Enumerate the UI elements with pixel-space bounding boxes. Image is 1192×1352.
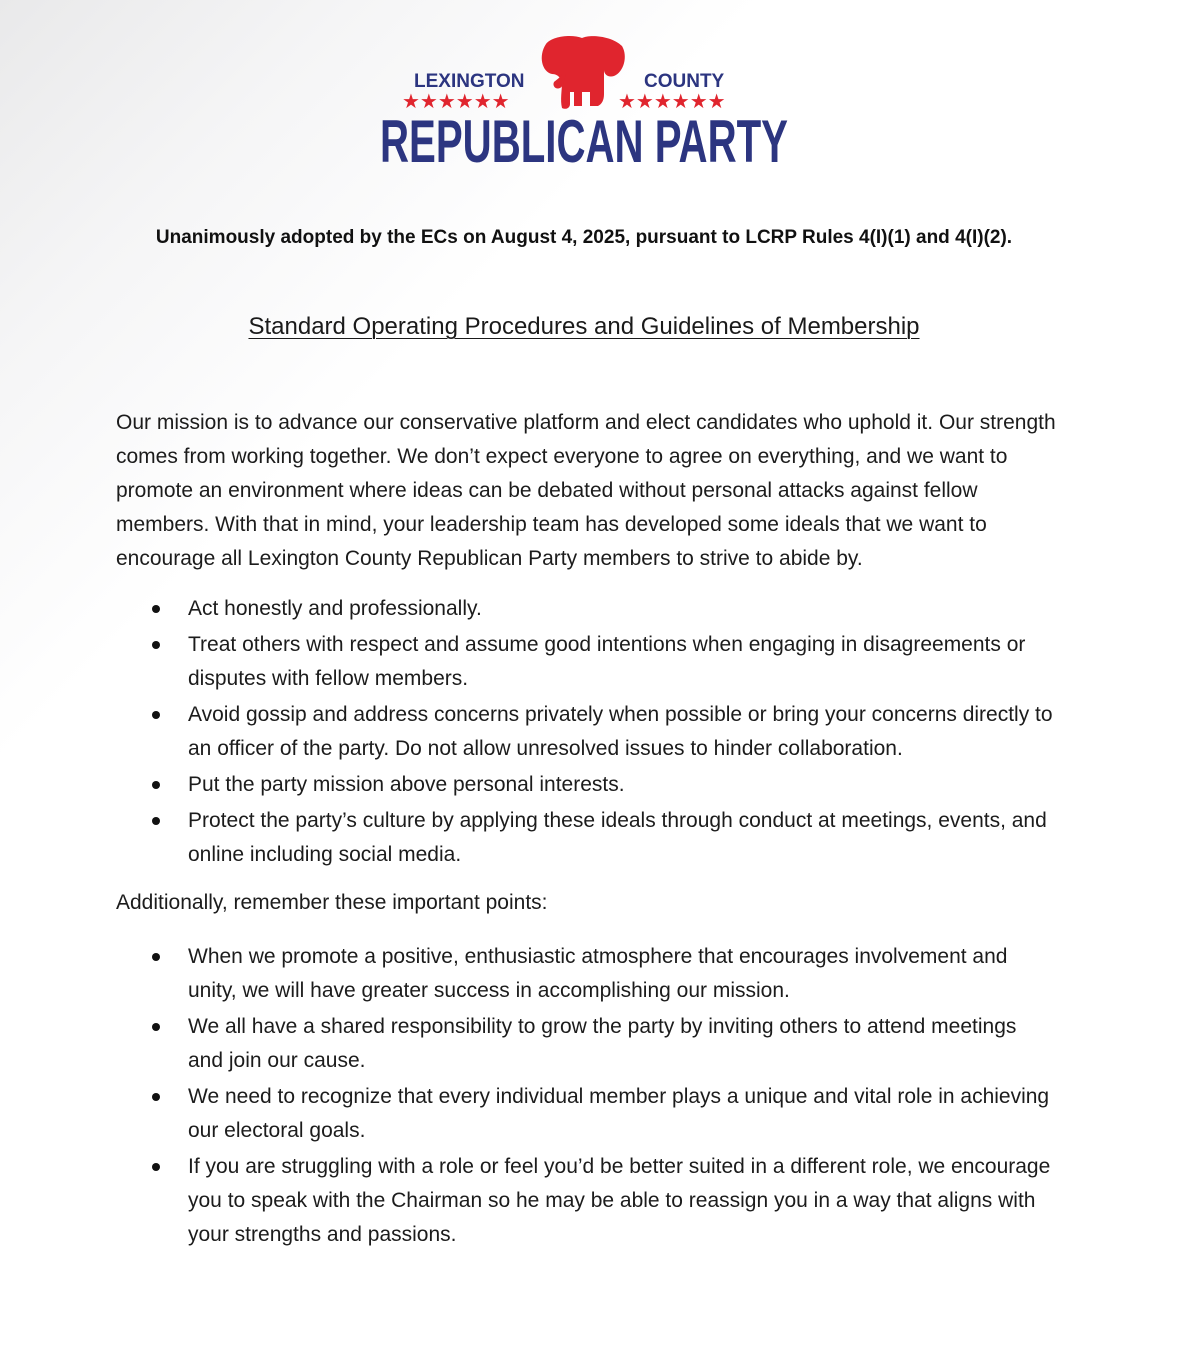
list-item: Put the party mission above personal interests. — [116, 768, 1056, 802]
bullet-icon — [152, 781, 160, 789]
ideals-list — [116, 592, 1056, 872]
bullet-icon — [152, 1023, 160, 1031]
list-item: If you are struggling with a role or feel you’d be better suited in a different role, we encourage you to speak with the Chairman so he may be able to reassign you in a way that aligns with your strengths and passions. — [116, 1150, 1056, 1252]
bullet-icon — [152, 641, 160, 649]
additional-heading: Additionally, remember these important points: — [116, 891, 548, 914]
bullet-icon — [152, 605, 160, 613]
logo-main-text: REPUBLICAN PARTY — [380, 108, 788, 175]
logo-left-word: LEXINGTON — [414, 71, 525, 92]
list-item: We all have a shared responsibility to grow the party by inviting others to attend meetings and join our cause. — [116, 1010, 1056, 1078]
list-item: Treat others with respect and assume good intentions when engaging in disagreements or disputes with fellow members. — [116, 628, 1056, 696]
party-logo — [376, 30, 796, 175]
elephant-icon — [542, 36, 625, 109]
points-list — [116, 940, 1056, 1252]
svg-text:★★★★★★: ★★★★★★ — [618, 89, 726, 113]
bullet-icon — [152, 1163, 160, 1171]
bullet-icon — [152, 953, 160, 961]
bullet-icon — [152, 711, 160, 719]
bullet-icon — [152, 817, 160, 825]
list-item: Protect the party’s culture by applying these ideals through conduct at meetings, events, and online including social media. — [116, 804, 1056, 872]
list-item: Avoid gossip and address concerns privately when possible or bring your concerns directly to an officer of the party. Do not allow unresolved issues to hinder collaboration. — [116, 698, 1056, 766]
document-title: Standard Operating Procedures and Guidelines of Membership — [248, 313, 920, 340]
document-body — [116, 406, 1056, 1252]
adoption-note: Unanimously adopted by the ECs on August 4, 2025, pursuant to LCRP Rules 4(I)(1) and 4(I)(2). — [155, 227, 1013, 248]
svg-text:★★★★★★: ★★★★★★ — [402, 89, 510, 113]
list-item: Act honestly and professionally. — [116, 592, 1056, 626]
intro-paragraph: Our mission is to advance our conservative platform and elect candidates who uphold it. Our strength comes from working together. We don’t expect everyone to agree on everything, and we want to promote an environment where ideas can be debated without personal attacks against fellow members. With that in mind, your leadership team has developed some ideals that we want to encourage all Lexington County Republican Party members to strive to abide by. — [116, 411, 1056, 570]
list-item: We need to recognize that every individual member plays a unique and vital role in achieving our electoral goals. — [116, 1080, 1056, 1148]
bullet-icon — [152, 1093, 160, 1101]
list-item: When we promote a positive, enthusiastic atmosphere that encourages involvement and unity, we will have greater success in accomplishing our mission. — [116, 940, 1056, 1008]
logo-right-word: COUNTY — [644, 71, 725, 92]
party-logo-graphic — [376, 30, 796, 175]
